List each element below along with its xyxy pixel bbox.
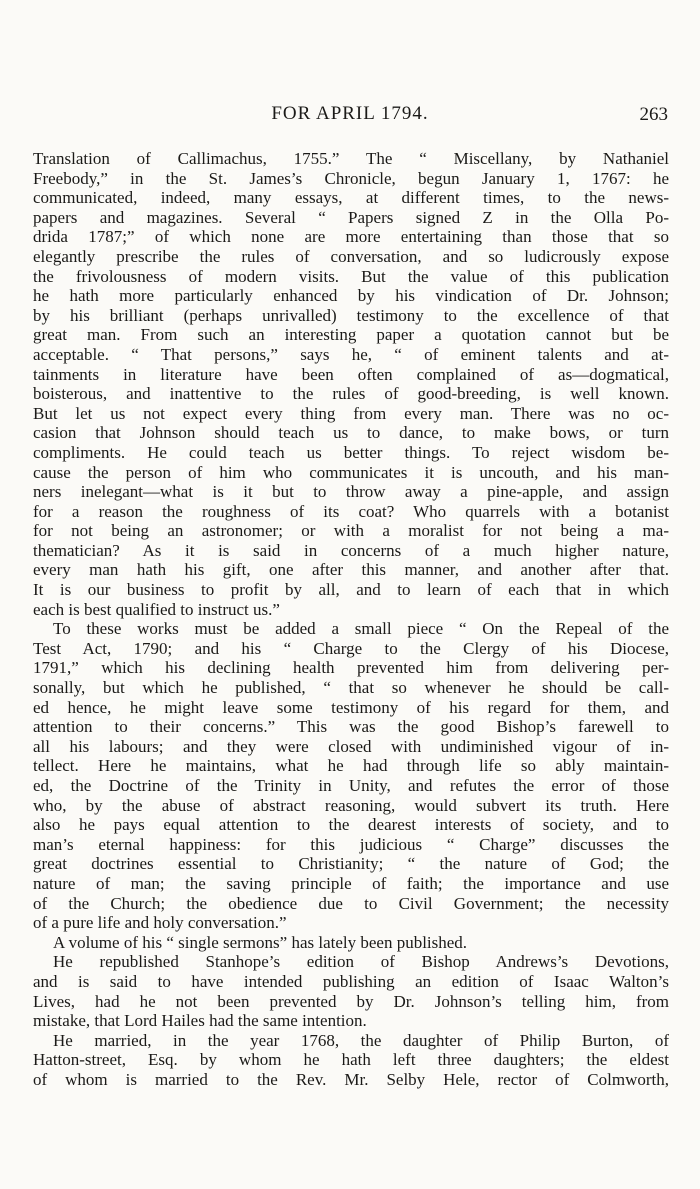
text-line: nature of man; the saving principle of faith; the importance and use — [33, 873, 669, 893]
text-line: ed hence, he might leave some testimony of his regard for them, and — [33, 697, 669, 717]
text-line: Freebody,” in the St. James’s Chronicle, begun January 1, 1767: he — [33, 168, 669, 188]
text-line: of whom is married to the Rev. Mr. Selby Hele, rector of Colmworth, — [33, 1069, 669, 1089]
text-line: It is our business to profit by all, and to learn of each that in which — [33, 580, 669, 600]
text-line: He republished Stanhope’s edition of Bishop Andrews’s Devotions, — [53, 952, 669, 972]
text-line: compliments. He could teach us better things. To reject wisdom be- — [33, 442, 669, 462]
text-line: Hatton-street, Esq. by whom he hath left three daughters; the eldest — [33, 1050, 669, 1070]
text-line: But let us not expect every thing from every man. There was no oc- — [33, 403, 669, 423]
text-line: tellect. Here he maintains, what he had through life so ably maintain- — [33, 756, 669, 776]
text-line: great man. From such an interesting paper a quotation cannot but be — [33, 325, 669, 345]
text-line: boisterous, and inattentive to the rules of good-breeding, is well known. — [33, 384, 669, 404]
text-line: and is said to have intended publishing an edition of Isaac Walton’s — [33, 971, 669, 991]
text-line: he hath more particularly enhanced by his vindication of Dr. Johnson; — [33, 286, 669, 306]
text-line: thematician? As it is said in concerns of a much higher nature, — [33, 540, 669, 560]
text-line: elegantly prescribe the rules of conversation, and so ludicrously expose — [33, 246, 669, 266]
running-title: FOR APRIL 1794. — [271, 103, 429, 124]
text-line: communicated, indeed, many essays, at different times, to the news- — [33, 188, 669, 208]
text-line: by his brilliant (perhaps unrivalled) testimony to the excellence of that — [33, 305, 669, 325]
text-line: drida 1787;” of which none are more entertaining than those that so — [33, 227, 669, 247]
text-line: of the Church; the obedience due to Civil Government; the necessity — [33, 893, 669, 913]
text-line: mistake, that Lord Hailes had the same intention. — [33, 1011, 367, 1031]
text-line: for not being an astronomer; or with a moralist for not being a ma- — [33, 521, 669, 541]
text-line: man’s eternal happiness: for this judicious “ Charge” discusses the — [33, 834, 669, 854]
text-line: 1791,” which his declining health prevented him from delivering per- — [33, 658, 669, 678]
text-line: papers and magazines. Several “ Papers signed Z in the Olla Po- — [33, 207, 669, 227]
text-line: casion that Johnson should teach us to dance, to make bows, or turn — [33, 423, 669, 443]
text-line: acceptable. “ That persons,” says he, “ of eminent talents and at- — [33, 344, 669, 364]
body-text — [33, 149, 669, 1090]
text-line: Test Act, 1790; and his “ Charge to the Clergy of his Diocese, — [33, 638, 669, 658]
text-line: who, by the abuse of abstract reasoning, would subvert its truth. Here — [33, 795, 669, 815]
text-line: tainments in literature have been often complained of as—dogmatical, — [33, 364, 669, 384]
text-line: Lives, had he not been prevented by Dr. Johnson’s telling him, from — [33, 991, 669, 1011]
text-line: also he pays equal attention to the dearest interests of society, and to — [33, 815, 669, 835]
text-line: To these works must be added a small piece “ On the Repeal of the — [53, 619, 669, 639]
text-line: attention to their concerns.” This was the good Bishop’s farewell to — [33, 717, 669, 737]
text-line: the frivolousness of modern visits. But the value of this publication — [33, 266, 669, 286]
running-head — [0, 103, 700, 133]
text-line: cause the person of him who communicates it is uncouth, and his man- — [33, 462, 669, 482]
text-line: sonally, but which he published, “ that so whenever he should be call- — [33, 678, 669, 698]
text-line: all his labours; and they were closed with undiminished vigour of in- — [33, 736, 669, 756]
text-line: A volume of his “ single sermons” has lately been published. — [53, 932, 468, 952]
text-line: for a reason the roughness of its coat? Who quarrels with a botanist — [33, 501, 669, 521]
page-number: 263 — [639, 104, 668, 125]
text-line: great doctrines essential to Christianity; “ the nature of God; the — [33, 854, 669, 874]
text-line: ed, the Doctrine of the Trinity in Unity, and refutes the error of those — [33, 776, 669, 795]
text-line: He married, in the year 1768, the daughter of Philip Burton, of — [53, 1030, 669, 1050]
text-line: Translation of Callimachus, 1755.” The “ Miscellany, by Nathaniel — [33, 149, 669, 168]
text-line: of a pure life and holy conversation.” — [33, 913, 287, 933]
text-line: every man hath his gift, one after this manner, and another after that. — [33, 560, 669, 580]
text-line: each is best qualified to instruct us.” — [33, 599, 280, 619]
text-line: ners inelegant—what is it but to throw away a pine-apple, and assign — [33, 482, 669, 502]
